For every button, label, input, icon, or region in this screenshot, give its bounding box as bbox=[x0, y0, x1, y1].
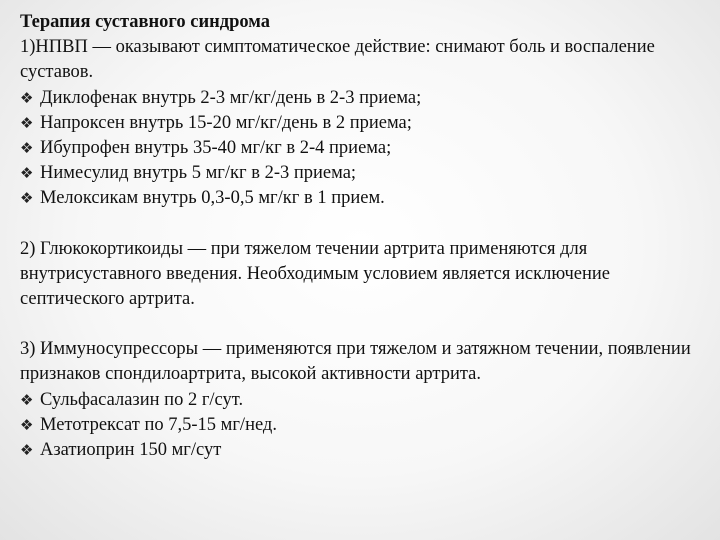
list-item bbox=[20, 438, 710, 463]
list-item-text: Нимесулид внутрь 5 мг/кг в 2-3 приема; bbox=[40, 163, 357, 184]
diamond-bullet-icon: ❖ bbox=[20, 189, 34, 208]
list-item-text: Ибупрофен внутрь 35-40 мг/кг в 2-4 приема; bbox=[40, 138, 392, 159]
diamond-bullet-icon: ❖ bbox=[20, 139, 34, 158]
page-title: Терапия суставного синдрома bbox=[20, 12, 271, 32]
list-item-text: Напроксен внутрь 15-20 мг/кг/день в 2 приема; bbox=[40, 112, 412, 133]
glucocorticoids-paragraph: 2) Глюкокортикоиды — при тяжелом течении артрита применяются для внутрисуставного введения. Необходимым условием является исключение септического артрита. bbox=[20, 238, 610, 310]
diamond-bullet-icon: ❖ bbox=[20, 113, 34, 132]
list-item-text: Метотрексат по 7,5-15 мг/нед. bbox=[40, 414, 277, 435]
immunosuppressants-intro: 3) Иммуносупрессоры — применяются при тяжелом и затяжном течении, появлении признаков спондилоартрита, высокой активности артрита. bbox=[20, 339, 691, 385]
diamond-bullet-icon: ❖ bbox=[20, 390, 34, 409]
list-item bbox=[20, 86, 710, 111]
nsaid-intro: 1)НПВП — оказывают симптоматическое действие: снимают боль и воспаление суставов. bbox=[20, 37, 655, 83]
list-item bbox=[20, 413, 710, 438]
diamond-bullet-icon: ❖ bbox=[20, 88, 34, 107]
slide-content bbox=[20, 10, 710, 463]
spacer bbox=[20, 212, 710, 237]
diamond-bullet-icon: ❖ bbox=[20, 164, 34, 183]
list-item bbox=[20, 111, 710, 136]
spacer bbox=[20, 312, 710, 337]
list-item-text: Мелоксикам внутрь 0,3-0,5 мг/кг в 1 прием. bbox=[40, 188, 385, 209]
list-item-text: Диклофенак внутрь 2-3 мг/кг/день в 2-3 приема; bbox=[40, 87, 422, 108]
list-item bbox=[20, 161, 710, 186]
list-item-text: Азатиоприн 150 мг/сут bbox=[40, 440, 222, 461]
diamond-bullet-icon: ❖ bbox=[20, 441, 34, 460]
list-item-text: Сульфасалазин по 2 г/сут. bbox=[40, 389, 244, 410]
list-item bbox=[20, 186, 710, 211]
diamond-bullet-icon: ❖ bbox=[20, 415, 34, 434]
list-item bbox=[20, 136, 710, 161]
list-item bbox=[20, 388, 710, 413]
